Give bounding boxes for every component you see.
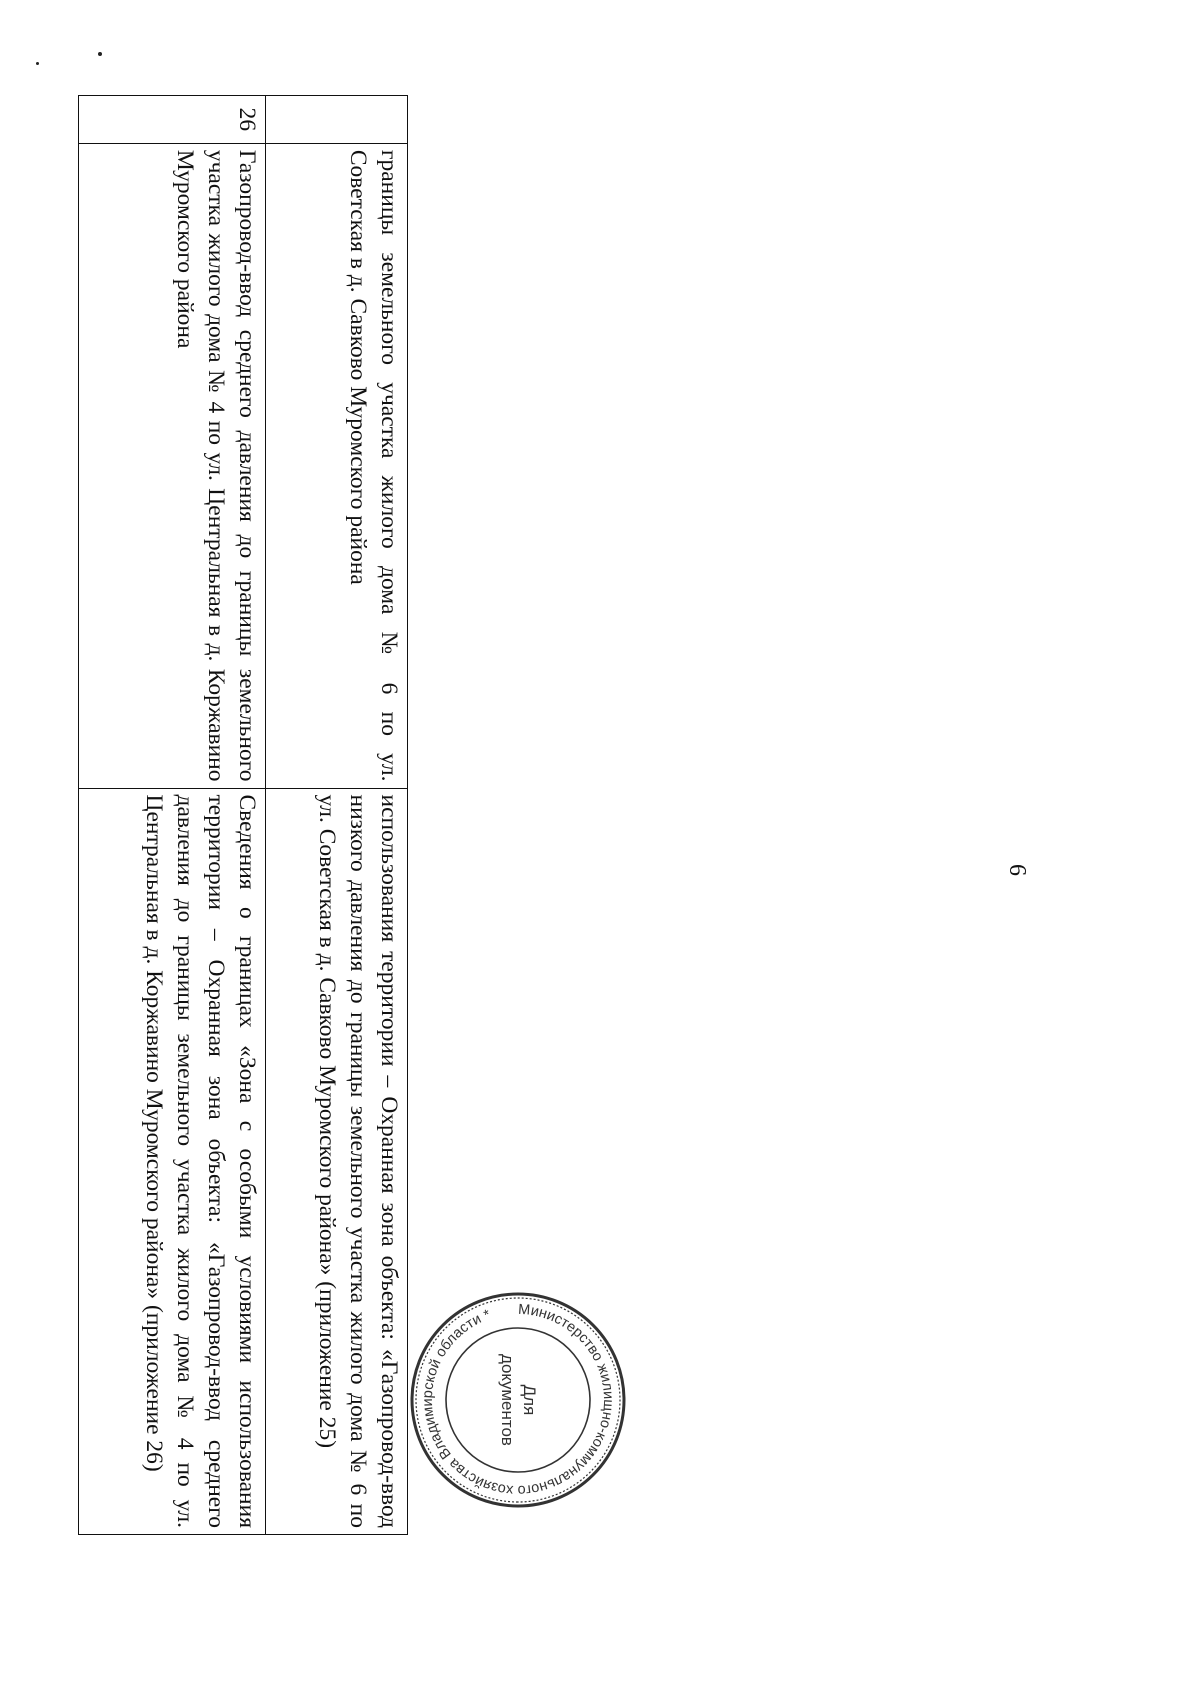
object-name-cell: Газопровод-ввод среднего давления до границы земельного участка жилого дома № 4 по ул. Центральная в д. Коржавино Муромского района	[79, 143, 266, 788]
official-stamp	[408, 1290, 628, 1510]
page-number: 6	[1004, 864, 1030, 876]
row-number-cell: 26	[79, 96, 266, 144]
zone-info-cell: Сведения о границах «Зона с особыми условиями использования территории – Охранная зона объекта: «Газопровод-ввод среднего давления до границы земельного участка жилого дома № 4 по ул. Центральная в д. Коржавино Муромского района» (приложение 26)	[79, 788, 266, 1535]
table-row	[79, 96, 266, 1535]
row-number-cell	[265, 96, 407, 144]
zone-info-cell: использования территории – Охранная зона объекта: «Газопровод-ввод низкого давления до границы земельного участка жилого дома № 6 по ул. Советская в д. Савково Муромского района» (приложение 25)	[265, 788, 407, 1535]
stamp-center-line-2: документов	[498, 1354, 517, 1446]
stamp-center-line-1: Для	[520, 1384, 539, 1416]
objects-table	[78, 95, 408, 1535]
stamp-ring-text: Министерство жилищно-коммунального хозяйства Владимирской области *	[419, 1301, 617, 1499]
object-name-cell: границы земельного участка жилого дома № 6 по ул. Советская в д. Савково Муромского района	[265, 143, 407, 788]
table-row	[265, 96, 407, 1535]
